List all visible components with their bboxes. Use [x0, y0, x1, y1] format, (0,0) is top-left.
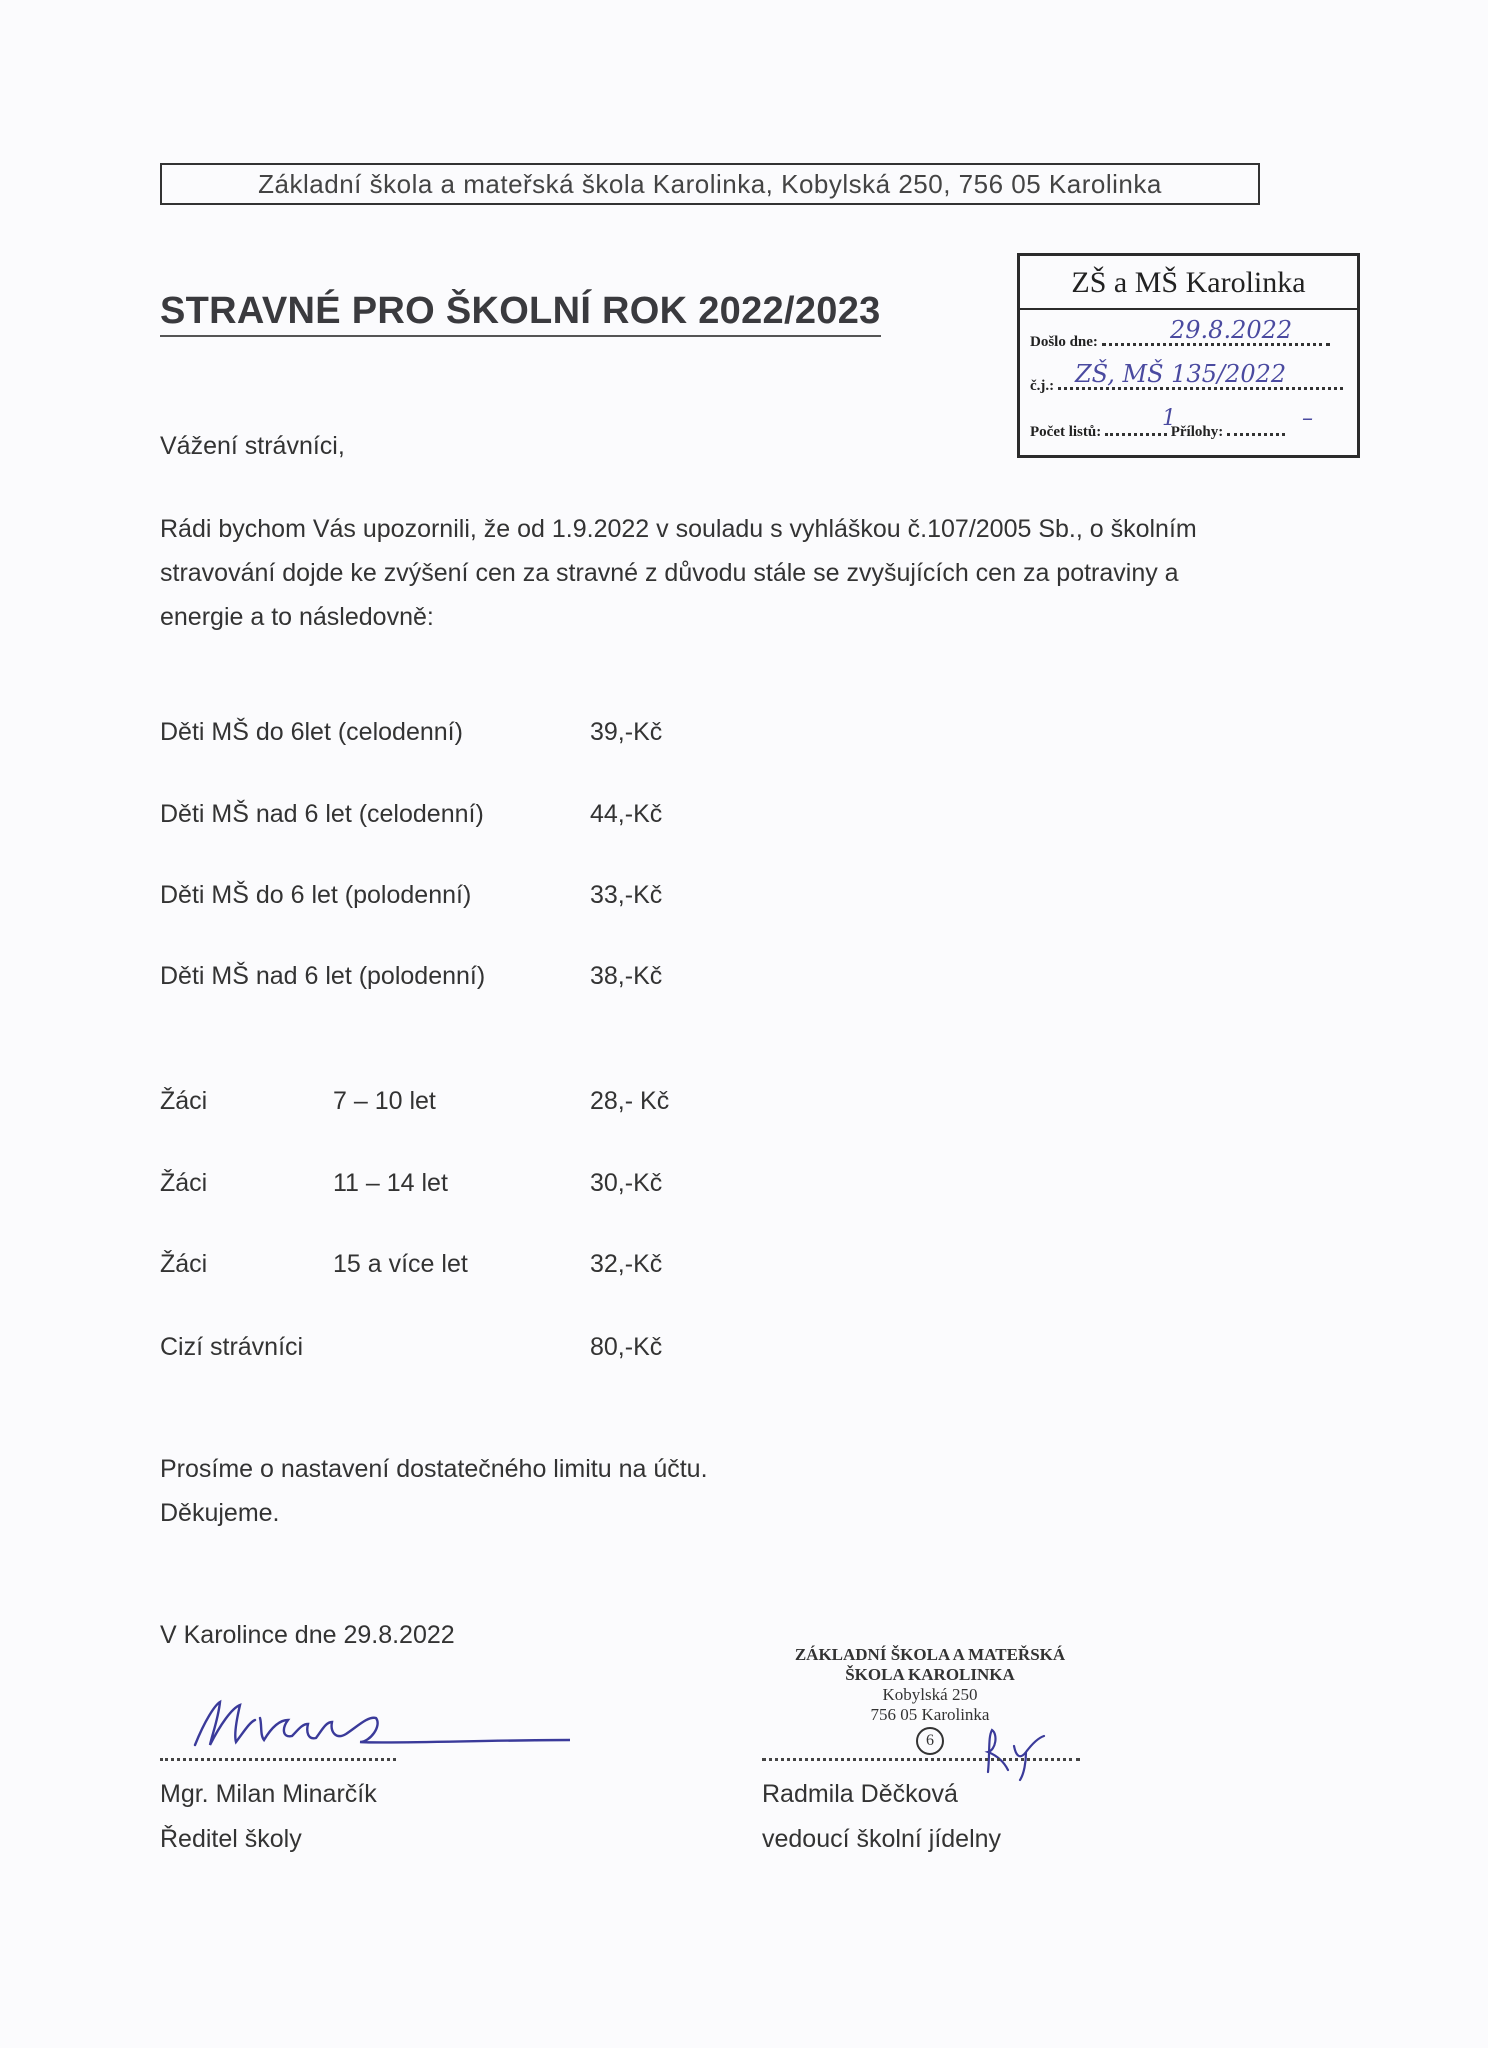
stamp-doslo-label: Došlo dne:	[1030, 334, 1098, 350]
place-date: V Karolince dne 29.8.2022	[160, 1621, 455, 1649]
price-label: Žáci	[160, 1250, 208, 1278]
price-value: 28,- Kč	[590, 1087, 670, 1115]
closing-line: Prosíme o nastavení dostatečného limitu na účtu.	[160, 1455, 708, 1483]
closing-paragraph	[160, 1447, 708, 1535]
price-value: 39,-Kč	[590, 718, 663, 746]
school-stamp-line: 756 05 Karolinka	[870, 1705, 990, 1724]
school-stamp-line: ŠKOLA KAROLINKA	[845, 1665, 1015, 1684]
stamp-cj-label: č.j.:	[1030, 378, 1055, 394]
greeting: Vážení strávníci,	[160, 432, 345, 460]
price-label: Děti MŠ do 6 let (polodenní)	[160, 881, 472, 909]
signatory-right-name: Radmila Děčková	[762, 1780, 958, 1808]
registry-stamp	[1017, 253, 1360, 458]
stamp-prilohy-label: Přílohy:	[1170, 424, 1224, 440]
intro-paragraph	[160, 507, 1197, 639]
price-value: 30,-Kč	[590, 1169, 663, 1197]
signature-left	[190, 1690, 570, 1765]
price-label: Děti MŠ nad 6 let (celodenní)	[160, 800, 484, 828]
price-label: Děti MŠ do 6let (celodenní)	[160, 718, 463, 746]
price-value: 44,-Kč	[590, 800, 663, 828]
signatory-right-role: vedoucí školní jídelny	[762, 1825, 1002, 1853]
intro-line: Rádi bychom Vás upozornili, že od 1.9.2022 v souladu s vyhláškou č.107/2005 Sb., o školním	[160, 515, 1197, 543]
school-stamp-line: Kobylská 250	[882, 1685, 978, 1704]
signature-right	[980, 1722, 1050, 1787]
price-label: Děti MŠ nad 6 let (polodenní)	[160, 962, 486, 990]
stamp-row-pocet	[1030, 424, 1285, 441]
stamp-doslo-value: 29.8.2022	[1170, 316, 1293, 344]
stamp-prilohy-value: –	[1302, 406, 1313, 431]
intro-line: stravování dojde ke zvýšení cen za stravné z důvodu stále se zvyšujících cen za potraviny a	[160, 559, 1179, 587]
stamp-pocet-value: 1	[1162, 406, 1176, 431]
signatory-left-role: Ředitel školy	[160, 1825, 302, 1853]
price-value: 33,-Kč	[590, 881, 663, 909]
intro-line: energie a to následovně:	[160, 603, 434, 631]
stamp-cj-value: ZŠ, MŠ 135/2022	[1075, 360, 1287, 388]
price-age: 15 a více let	[333, 1250, 468, 1278]
stamp-title: ZŠ a MŠ Karolinka	[1020, 256, 1357, 310]
price-label: Žáci	[160, 1087, 208, 1115]
closing-line: Děkujeme.	[160, 1499, 280, 1527]
price-label: Žáci	[160, 1169, 208, 1197]
school-stamp-line: ZÁKLADNÍ ŠKOLA A MATEŘSKÁ	[794, 1645, 1066, 1664]
price-age: 7 – 10 let	[333, 1087, 436, 1115]
signature-line-left	[160, 1758, 396, 1761]
price-age: 11 – 14 let	[333, 1169, 448, 1197]
school-header: Základní škola a mateřská škola Karolinka, Kobylská 250, 756 05 Karolinka	[160, 163, 1260, 205]
signatory-left-name: Mgr. Milan Minarčík	[160, 1780, 377, 1808]
page-title: STRAVNÉ PRO ŠKOLNÍ ROK 2022/2023	[160, 290, 881, 337]
price-label: Cizí strávníci	[160, 1333, 304, 1361]
school-stamp-number: 6	[916, 1727, 944, 1755]
stamp-pocet-label: Počet listů:	[1030, 424, 1102, 440]
price-value: 80,-Kč	[590, 1333, 663, 1361]
signature-line-right	[762, 1758, 1080, 1761]
price-value: 32,-Kč	[590, 1250, 663, 1278]
price-value: 38,-Kč	[590, 962, 663, 990]
